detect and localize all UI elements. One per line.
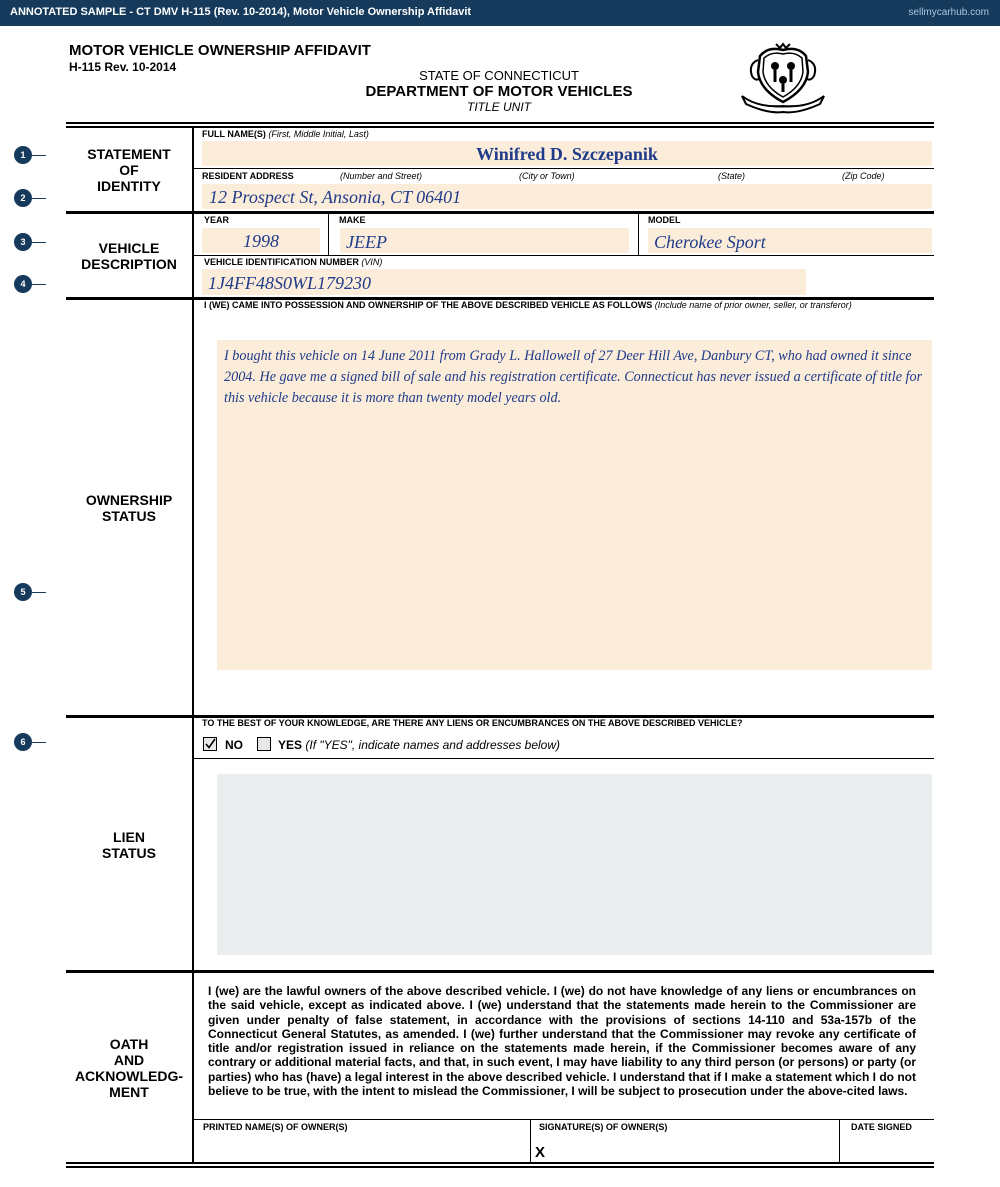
section-label-line: STATEMENT: [87, 146, 171, 162]
bottom-double-rule-2: [66, 1166, 934, 1168]
year-value: 1998: [243, 231, 279, 251]
signature-row-rule: [194, 1119, 934, 1120]
vin-label: [204, 257, 382, 267]
section-label-line: OWNERSHIP: [85, 492, 173, 508]
banner-title: ANNOTATED SAMPLE - CT DMV H-115 (Rev. 10-2014), Motor Vehicle Ownership Affidavit: [10, 6, 472, 18]
banner-site-link[interactable]: sellmycarhub.com: [908, 7, 989, 18]
department-name: DEPARTMENT OF MOTOR VEHICLES: [365, 83, 633, 100]
ownership-label: [204, 300, 852, 310]
vin-value: 1J4FF48S0WL179230: [208, 273, 371, 293]
vin-hint: (VIN): [361, 257, 383, 267]
section-label-line: OATH: [109, 1036, 149, 1052]
section-label-line: VEHICLE: [98, 240, 160, 256]
address-state-hint: (State): [718, 171, 746, 181]
make-value: JEEP: [346, 232, 387, 252]
lien-no-label: [225, 738, 243, 752]
ownership-hint: (Include name of prior owner, seller, or transferor): [654, 300, 852, 310]
state-name: STATE OF CONNECTICUT: [419, 68, 579, 83]
year-make-divider: [328, 214, 329, 255]
section-label-line: OF: [119, 162, 139, 178]
unit-name: TITLE UNIT: [466, 100, 531, 114]
vehicle-inner-rule: [194, 255, 934, 256]
section-vehicle-description: [66, 240, 192, 272]
lien-yes-label-text: YES: [278, 738, 303, 752]
lien-inner-rule: [194, 758, 934, 759]
vin-field[interactable]: [202, 269, 806, 295]
section-label-line: DESCRIPTION: [81, 256, 177, 272]
printed-name-label: PRINTED NAME(S) OF OWNER(S): [203, 1122, 348, 1132]
section-label-line: AND: [113, 1052, 145, 1068]
section-label-line: STATUS: [102, 508, 156, 524]
year-label: YEAR: [204, 215, 230, 225]
ownership-label-text: I (WE) CAME INTO POSSESSION AND OWNERSHIP OF THE ABOVE DESCRIBED VEHICLE AS FOLLOWS: [204, 300, 653, 310]
section-lien-status: [66, 829, 192, 861]
section-statement-of-identity: [66, 146, 192, 194]
callout-leader: [32, 242, 46, 243]
lien-bottom-rule: [66, 970, 934, 973]
year-field[interactable]: [202, 228, 320, 253]
date-signed-label: DATE SIGNED: [851, 1122, 912, 1132]
full-name-hint: (First, Middle Initial, Last): [268, 129, 369, 139]
callout-leader: [32, 592, 46, 593]
section-label-line: STATUS: [102, 845, 156, 861]
date-signed-field[interactable]: [840, 1134, 934, 1162]
section-label-line: MENT: [109, 1084, 149, 1100]
printed-name-field[interactable]: [194, 1134, 530, 1162]
lien-yes-label: [278, 738, 560, 752]
address-zip-hint: (Zip Code): [842, 171, 885, 181]
callout-leader: [32, 284, 46, 285]
lien-yes-hint: (If "YES", indicate names and addresses below): [305, 738, 561, 752]
callout-marker: 5: [14, 583, 32, 601]
address-field[interactable]: [202, 184, 932, 209]
address-city-hint: (City or Town): [519, 171, 575, 181]
lien-question: TO THE BEST OF YOUR KNOWLEDGE, ARE THERE ANY LIENS OR ENCUMBRANCES ON THE ABOVE DESCRIBED VEHICLE?: [202, 718, 743, 728]
top-double-rule-2: [66, 126, 934, 128]
identity-inner-rule: [194, 168, 934, 169]
address-value: 12 Prospect St, Ansonia, CT 06401: [209, 187, 462, 207]
address-label: RESIDENT ADDRESS: [202, 171, 294, 181]
ownership-statement-value: I bought this vehicle on 14 June 2011 from Grady L. Hallowell of 27 Deer Hill Ave, Danbury CT, who had owned it since 2004. He gave me a signed bill of sale and his registration certificate. Connecticut has never issued a certificate of title for this vehicle because it is more than twenty model years old.: [224, 348, 923, 406]
callout-leader: [32, 742, 46, 743]
checkmark-icon: [203, 737, 217, 751]
connecticut-state-seal-icon: [738, 42, 828, 114]
callout-leader: [32, 198, 46, 199]
signature-x-mark: X: [535, 1144, 546, 1161]
callout-marker: 2: [14, 189, 32, 207]
form-title: MOTOR VEHICLE OWNERSHIP AFFIDAVIT: [69, 42, 371, 59]
model-label: MODEL: [648, 215, 681, 225]
callout-marker: 6: [14, 733, 32, 751]
form-revision: H-115 Rev. 10-2014: [69, 60, 177, 74]
section-label-line: LIEN: [113, 829, 145, 845]
callout-leader: [32, 155, 46, 156]
full-name-field[interactable]: [202, 141, 932, 166]
lien-yes-checkbox[interactable]: [257, 737, 271, 751]
left-column-divider: [192, 128, 194, 1163]
top-double-rule-1: [66, 122, 934, 124]
make-model-divider: [638, 214, 639, 255]
lien-details-field[interactable]: [217, 774, 932, 955]
section-ownership-status: [66, 492, 192, 524]
signature-label: SIGNATURE(S) OF OWNER(S): [539, 1122, 668, 1132]
vin-label-text: VEHICLE IDENTIFICATION NUMBER: [204, 257, 359, 267]
bottom-double-rule-1: [66, 1162, 934, 1164]
section-label-line: ACKNOWLEDG-: [74, 1068, 184, 1084]
ownership-statement-field[interactable]: [217, 340, 932, 670]
signature-field[interactable]: [531, 1134, 839, 1162]
full-name-label-text: FULL NAME(S): [202, 129, 266, 139]
model-field[interactable]: [648, 228, 932, 253]
oath-text: I (we) are the lawful owners of the above described vehicle. I (we) do not have knowledge of any liens or encumbrances on the said vehicle, except as indicated above. I (we) understand that the statements made herein to the Commissioner are given under penalty of false statement, in accordance with the provisions of sections 14-110 and 53a-157b of the Connecticut General Statutes, as amended. I (we) further understand that the Commissioner may revoke any certificate of title and/or registration issued in reliance on the statements made herein, if the Commissioner becomes aware of any contrary or additional material facts, and that, in such event, I may have liability to any third person (or persons) or party (or parties) who has (have) a legal interest in the above described vehicle. I understand that if I make a statement which I do not believe to be true, with the intent to mislead the Commissioner, I will be subject to prosecution under the above-cited laws.: [208, 984, 916, 1099]
address-street-hint: (Number and Street): [340, 171, 423, 181]
lien-no-checkbox[interactable]: [203, 737, 217, 751]
make-field[interactable]: [340, 228, 629, 253]
section-oath-acknowledgment: [66, 1036, 192, 1100]
identity-bottom-rule: [66, 211, 934, 214]
callout-marker: 3: [14, 233, 32, 251]
full-name-label: [202, 129, 369, 139]
lien-no-label-text: NO: [225, 738, 243, 752]
section-label-line: IDENTITY: [97, 178, 161, 194]
make-label: MAKE: [339, 215, 366, 225]
top-banner: [0, 0, 1000, 26]
callout-marker: 1: [14, 146, 32, 164]
callout-marker: 4: [14, 275, 32, 293]
full-name-value: Winifred D. Szczepanik: [476, 144, 658, 164]
model-value: Cherokee Sport: [654, 232, 766, 252]
